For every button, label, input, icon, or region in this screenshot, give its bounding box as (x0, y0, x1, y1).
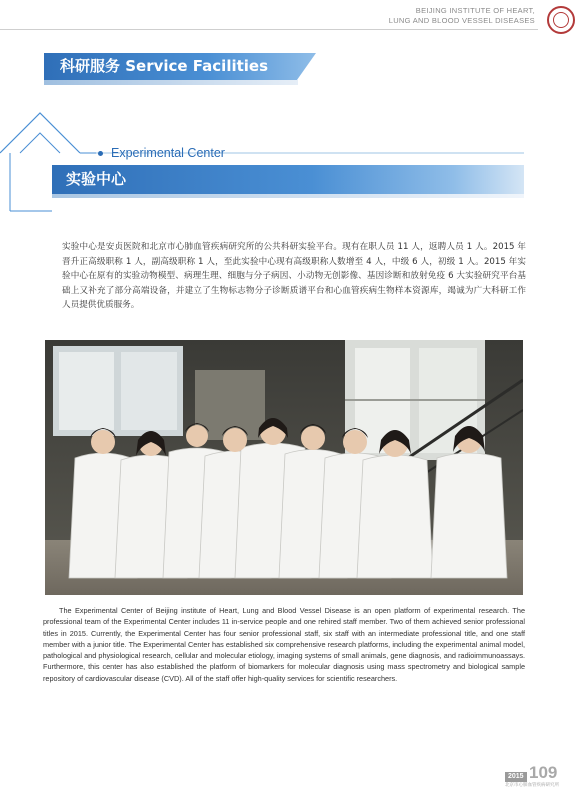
banner-shadow (44, 80, 298, 85)
section-bar-shadow (52, 194, 524, 198)
institute-name-line2: LUNG AND BLOOD VESSEL DISEASES (388, 16, 535, 25)
section-outline-decoration (0, 95, 583, 225)
intro-paragraph-zh: 实验中心是安贞医院和北京市心肺血管疾病研究所的公共科研实验平台。现有在职人员 11 人，返聘人员 1 人。2015 年晋升正高级职称 1 人，副高级职称 1 人，至此实验中心现有高级职称人数增至 4 人，中级 6 人，初级 1 人。2015 年实验中心在原有的实验动物模型、病理生理、细胞与分子病因、小动物无创影像、基因诊断和放射免疫 6 大实验研究平台基础上又补充了部分高端设备，并建立了生物标志物分子诊断质谱平台和心血管疾病生物样本资源库，竭诚为广大科研工作人员提供优质服务。 (62, 242, 526, 311)
institute-seal-icon (547, 6, 575, 34)
section-subtitle-en: Experimental Center (111, 146, 225, 160)
year-badge: 2015 (505, 772, 527, 782)
header-divider (0, 29, 538, 30)
footer-note: 北京市心肺血管疾病研究所 (505, 783, 559, 788)
seal-inner-ring (553, 12, 569, 28)
banner-title: 科研服务 Service Facilities (60, 57, 269, 75)
group-photo-illustration (45, 340, 523, 595)
institute-name-line1: BEIJING INSTITUTE OF HEART, (415, 6, 535, 15)
intro-paragraph-en: The Experimental Center of Beijing institute of Heart, Lung and Blood Vessel Disease is an open platform of experimental research. The professional team of the Experimental Center includes 11 in-service people and one rehired staff member. Two of them achieved senior professional titles in 2015. Currently, the Experimental Center has four senior professional staff, six staff with an intermediate professional title, and one staff member with a junior title. The Experimental Center has established six comprehensive research platforms, including the experimental animal model, pathological and physiological research, cellular and molecular etiology, imaging systems of small animals, gene diagnosis, and radioimmunoassays. Furthermore, this center has also established the platform of biomarkers for molecular diagnosis using mass spectrometry and biological sample repository of cardiovascular disease (CVD). All of the staff offer high-quality services for scientific researchers. (43, 606, 525, 683)
group-photo (45, 340, 523, 595)
bullet-dot-icon (98, 151, 103, 156)
page-number: 109 (529, 763, 558, 782)
institute-name (389, 6, 535, 26)
section-title-zh: 实验中心 (66, 170, 127, 188)
